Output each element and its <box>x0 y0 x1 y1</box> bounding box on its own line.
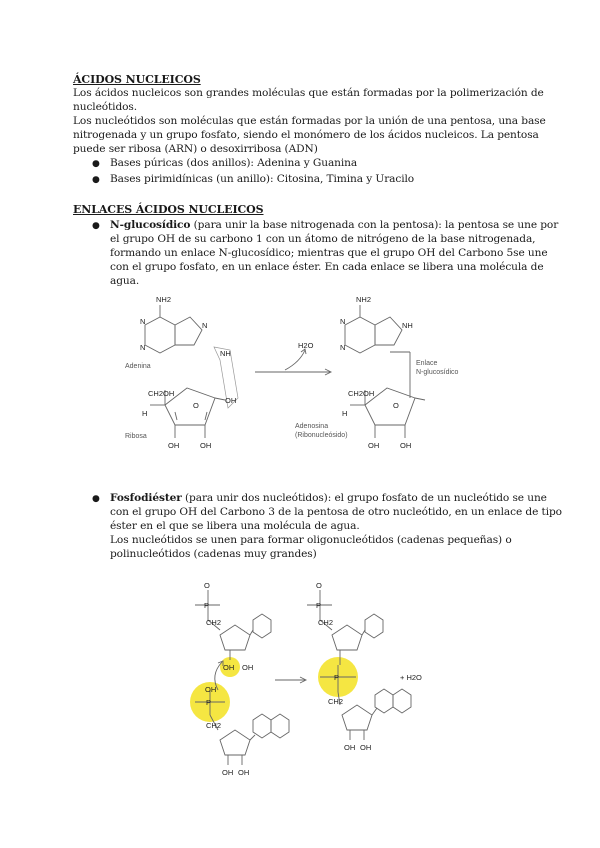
label-ch2oh: CH2OH <box>348 389 375 398</box>
atom-o: O <box>193 401 199 410</box>
atom-o: O <box>393 401 399 410</box>
atom-oh: OH <box>225 396 237 405</box>
figure-phosphodiester-bond <box>180 580 440 780</box>
paragraph-line: puede ser ribosa (ARN) o desoxirribosa (ADN) <box>73 143 318 155</box>
section-title-enlaces: ENLACES ÁCIDOS NUCLEICOS <box>73 203 264 216</box>
label-ch2: CH2 <box>318 618 334 627</box>
paragraph-line: éster en el que se libera una molécula de agua. <box>110 520 360 532</box>
paragraph-line: agua. <box>110 275 140 287</box>
list-item: Bases púricas (dos anillos): Adenina y Guanina <box>110 157 358 169</box>
paragraph-line: polinucleótidos (cadenas muy grandes) <box>110 548 317 560</box>
atom-o: O <box>316 581 322 590</box>
label-ch2: CH2 <box>206 618 222 627</box>
atom-oh: OH <box>205 685 217 694</box>
label-ribonucleosido: (Ribonucleósido) <box>295 432 348 439</box>
atom-n: N <box>340 343 346 352</box>
bullet-icon: ● <box>92 175 100 185</box>
paragraph-line: Los ácidos nucleicos son grandes moléculas que están formadas por la polimerización de <box>73 87 544 99</box>
label-plus-h2o: + H2O <box>400 673 422 682</box>
atom-n: N <box>340 317 346 326</box>
atom-h: H <box>342 409 348 418</box>
label-ch2oh: CH2OH <box>148 389 175 398</box>
atom-o: O <box>204 581 210 590</box>
atom-h: H <box>142 409 148 418</box>
bullet-icon: ● <box>92 494 100 504</box>
atom-oh: OH <box>222 768 234 777</box>
list-item-glucosidico <box>110 218 558 233</box>
bullet-icon: ● <box>92 159 100 169</box>
atom-p: P <box>334 673 340 682</box>
atom-oh: OH <box>200 441 212 450</box>
label-enlace: Enlace <box>416 360 438 367</box>
label-ch2: CH2 <box>328 697 344 706</box>
list-item-fosfodiester <box>110 491 547 506</box>
label-nh2: NH2 <box>356 295 372 304</box>
atom-oh: OH <box>360 743 372 752</box>
paragraph-line: con el grupo OH del Carbono 3 de la pentosa de otro nucleótido, en un enlace de tipo <box>110 506 562 518</box>
label-nh2: NH2 <box>156 295 172 304</box>
atom-oh: OH <box>238 768 250 777</box>
atom-n: N <box>140 343 146 352</box>
bullet-icon: ● <box>92 221 100 231</box>
section-title-acidos: ÁCIDOS NUCLEICOS <box>73 73 201 86</box>
paragraph-line: Los nucleótidos se unen para formar oligonucleótidos (cadenas pequeñas) o <box>110 534 512 546</box>
list-item: Bases pirimidínicas (un anillo): Citosina, Timina y Uracilo <box>110 173 415 185</box>
paragraph-line: formando un enlace N-glucosídico; mientras que el grupo OH del Carbono 5se une <box>110 247 548 259</box>
term-bold: Fosfodiéster <box>110 492 182 504</box>
label-n-glucosidico: N-glucosídico <box>416 369 459 376</box>
atom-oh: OH <box>368 441 380 450</box>
atom-p: P <box>206 698 212 707</box>
paragraph-line: nitrogenada y un grupo fosfato, siendo el monómero de los ácidos nucleicos. La pentosa <box>73 129 539 141</box>
atom-oh: OH <box>242 663 254 672</box>
label-ch2: CH2 <box>206 721 222 730</box>
atom-oh: OH <box>400 441 412 450</box>
paragraph-line: con el grupo fosfato, en un enlace éster. En cada enlace se libera una molécula de <box>110 261 544 273</box>
paragraph-line: el grupo OH de su carbono 1 con un átomo de nitrógeno de la base nitrogenada, <box>110 233 536 245</box>
label-adenosina: Adenosina <box>295 423 329 430</box>
label-h2o: H2O <box>298 341 314 350</box>
atom-n: N <box>202 321 208 330</box>
atom-oh: OH <box>344 743 356 752</box>
atom-nh: NH <box>220 349 231 358</box>
term-bold: N-glucosídico <box>110 219 191 231</box>
term-text: (para unir dos nucleótidos): el grupo fosfato de un nucleótido se une <box>181 492 547 504</box>
label-ribosa: Ribosa <box>125 433 147 440</box>
paragraph-line: Los nucleótidos son moléculas que están formadas por la unión de una pentosa, una base <box>73 115 546 127</box>
figure-glucosidic-bond <box>120 290 459 460</box>
atom-p: P <box>316 601 322 610</box>
atom-n: N <box>140 317 146 326</box>
term-text: (para unir la base nitrogenada con la pentosa): la pentosa se une por <box>190 219 559 231</box>
paragraph-line: nucleótidos. <box>73 101 138 113</box>
atom-oh-highlight: OH <box>223 663 235 672</box>
atom-p: P <box>204 601 210 610</box>
atom-oh: OH <box>168 441 180 450</box>
atom-nh: NH <box>402 321 413 330</box>
label-adenina: Adenina <box>125 363 151 370</box>
